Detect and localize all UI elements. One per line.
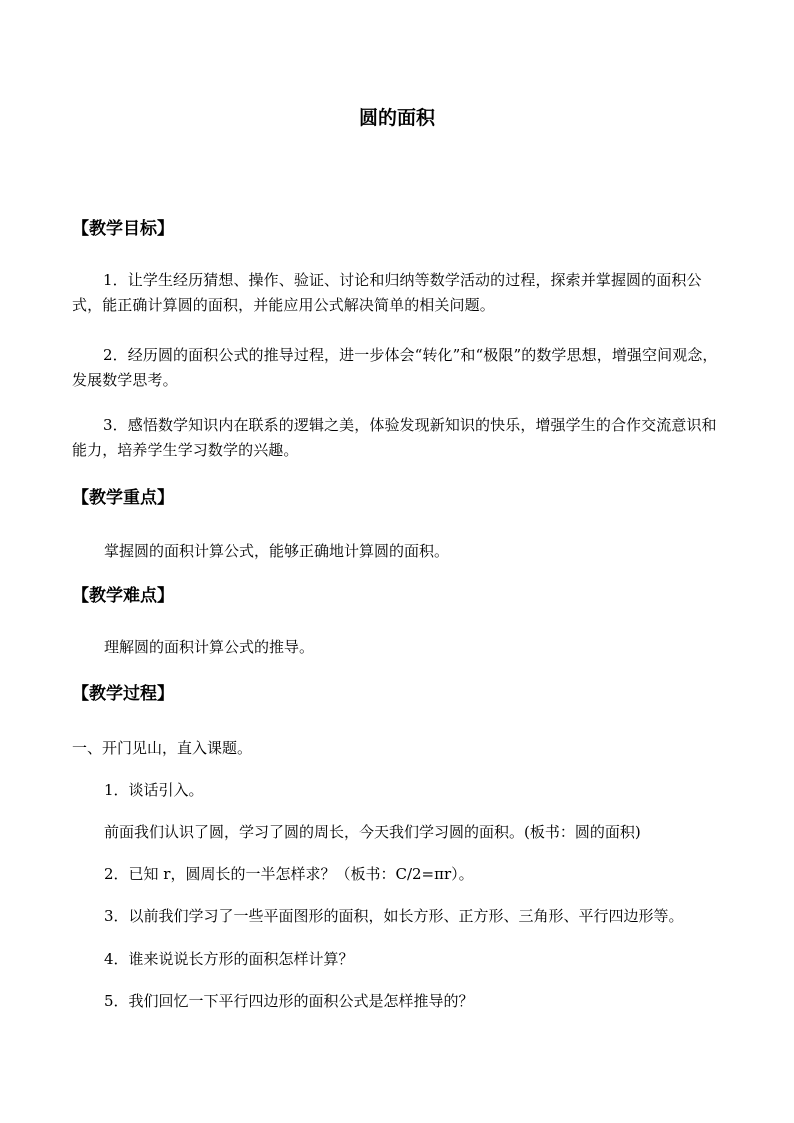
goal-item-1: 1．让学生经历猜想、操作、验证、讨论和归纳等数学活动的过程，探索并掌握圆的面积公式，能正确计算圆的面积，并能应用公式解决简单的相关问题。 xyxy=(72,271,702,314)
goal-item-2: 2．经历圆的面积公式的推导过程，进一步体会“转化”和“极限”的数学思想，增强空间观念，发展数学思考。 xyxy=(72,346,718,389)
document-title: 圆的面积 xyxy=(358,107,435,129)
key-points-text: 掌握圆的面积计算公式，能够正确地计算圆的面积。 xyxy=(104,542,450,560)
heading-teaching-goals: 【教学目标】 xyxy=(72,219,174,239)
process-line: 5．我们回忆一下平行四边形的面积公式是怎样推导的？ xyxy=(104,992,474,1010)
heading-teaching-key-points: 【教学重点】 xyxy=(72,488,174,508)
heading-teaching-difficulties: 【教学难点】 xyxy=(72,586,174,606)
process-part-1: 一、开门见山，直入课题。 xyxy=(72,739,253,757)
difficulties-text: 理解圆的面积计算公式的推导。 xyxy=(104,638,315,656)
process-line: 3．以前我们学习了一些平面图形的面积，如长方形、正方形、三角形、平行四边形等。 xyxy=(104,907,684,925)
heading-teaching-process: 【教学过程】 xyxy=(72,684,174,704)
process-line: 前面我们认识了圆，学习了圆的周长，今天我们学习圆的面积。(板书：圆的面积) xyxy=(104,823,641,841)
process-line: 2．已知 r，圆周长的一半怎样求？（板书：C/2=πr）。 xyxy=(104,865,474,883)
process-line: 4．谁来说说长方形的面积怎样计算？ xyxy=(104,950,354,968)
process-line: 1．谈话引入。 xyxy=(104,781,204,799)
goal-item-3: 3．感悟数学知识内在联系的逻辑之美，体验发现新知识的快乐，增强学生的合作交流意识和能力，培养学生学习数学的兴趣。 xyxy=(72,416,717,459)
